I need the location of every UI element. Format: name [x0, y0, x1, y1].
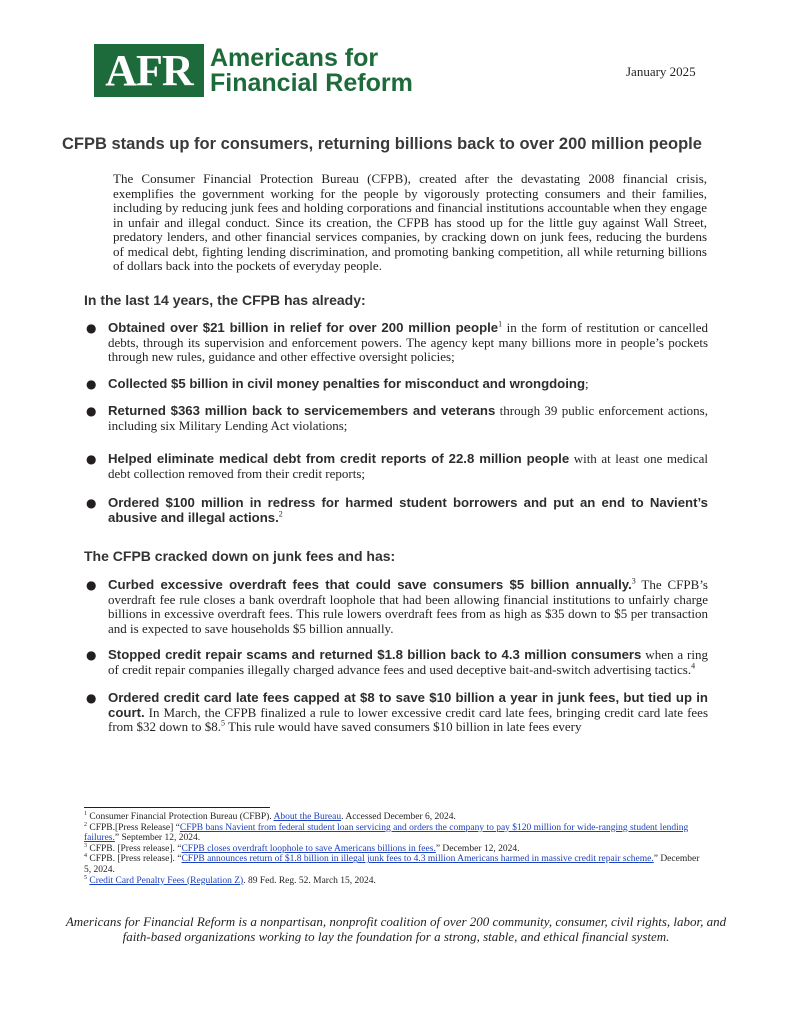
- section-heading-junk-fees: The CFPB cracked down on junk fees and has:: [84, 548, 396, 564]
- item-body-continued: This rule would have saved consumers $10 billion in late fees every: [225, 719, 582, 734]
- accomplishments-list: [84, 321, 708, 525]
- footnote-ref: 5: [221, 718, 226, 728]
- footnote-link[interactable]: CFPB announces return of $1.8 billion in illegal junk fees to 4.3 million Americans harmed in massive credit repair scheme.: [181, 854, 654, 865]
- item-headline: Helped eliminate medical debt from credit reports of 22.8 million people: [108, 451, 570, 466]
- document-date: January 2025: [626, 64, 696, 79]
- bullet-icon: ●: [86, 496, 97, 510]
- footnote-link[interactable]: CFPB bans Navient from federal student loan servicing and orders the company to pay $120 million for wide-ranging student lending failures.: [84, 822, 689, 844]
- item-headline: Curbed excessive overdraft fees that could save consumers $5 billion annually.: [108, 577, 632, 592]
- list-item: [84, 377, 708, 392]
- item-headline: Stopped credit repair scams and returned $1.8 billion back to 4.3 million consumers: [108, 647, 642, 662]
- footnote-text: . 89 Fed. Reg. 52. March 15, 2024.: [243, 875, 376, 886]
- footnotes-list: [84, 812, 708, 886]
- bullet-icon: ●: [86, 648, 97, 662]
- item-headline: Obtained over $21 billion in relief for over 200 million people: [108, 320, 499, 335]
- footnote-link[interactable]: CFPB closes overdraft loophole to save Americans billions in fees.: [181, 843, 436, 854]
- junk-fees-list: [84, 578, 708, 735]
- footnote: [84, 876, 708, 887]
- footnote-text: ” December 5, 2024.: [84, 854, 700, 875]
- footnote: [84, 812, 708, 823]
- footnote: [84, 823, 708, 844]
- footnote-text: . Accessed December 6, 2024.: [341, 812, 456, 822]
- footnote-ref: 2: [278, 509, 283, 519]
- list-item: [84, 452, 708, 481]
- footnote-text: CFPB. [Press release]. “: [89, 843, 182, 854]
- logo-wordmark: [210, 43, 413, 97]
- footnote-ref: 3: [631, 576, 636, 586]
- footnote-text: ” December 12, 2024.: [435, 843, 520, 854]
- footnote-number: 1: [84, 810, 87, 817]
- bullet-icon: ●: [86, 404, 97, 418]
- item-body: The CFPB’s overdraft fee rule closes a bank overdraft loophole that had been allowing financial institutions to unfairly charge billions in excessive overdraft fees. This rule lowers overdraft fees from as high as $35 down to $5 per transaction and is expected to save households $5 billion annually.: [108, 577, 708, 636]
- bullet-icon: ●: [86, 691, 97, 705]
- item-headline: Returned $363 million back to servicemembers and veterans: [108, 403, 496, 418]
- logo-line-1: Americans for: [210, 43, 379, 72]
- footnote-number: 5: [84, 874, 87, 881]
- bullet-icon: ●: [86, 452, 97, 466]
- intro-paragraph: The Consumer Financial Protection Bureau (CFPB), created after the devastating 2008 financial crisis, exemplifies the government working for the people by vigorously protecting consumers and their families, including by reducing junk fees and holding corporations and financial institutions accountable when they engage in unfair and illegal conduct. Since its creation, the CFPB has stood up for the little guy against Wall Street, predatory lenders, and other financial services companies, by cracking down on junk fees, reducing the burdens of medical debt, fighting lending discrimination, and promoting banking competition, all while returning billions of dollars back into the pockets of everyday people.: [113, 171, 707, 273]
- footnote-text: Consumer Financial Protection Bureau (CFBP).: [89, 812, 274, 822]
- item-body: ;: [585, 375, 589, 391]
- list-item: [84, 404, 708, 433]
- item-body: in the form of restitution or cancelled debts, through its supervision and enforcement powers. The agency kept many billions more in people’s pockets through new rules, guidance and other effective oversight policies;: [108, 320, 708, 364]
- item-headline: Ordered $100 million in redress for harmed student borrowers and put an end to Navient’s abusive and illegal actions.: [108, 495, 708, 525]
- logo-line-2: Financial Reform: [210, 68, 413, 97]
- bullet-icon: ●: [86, 321, 97, 335]
- footnote-link[interactable]: Credit Card Penalty Fees (Regulation Z): [89, 875, 244, 886]
- item-body: when a ring of credit repair companies illegally charged advance fees and used deceptive bait-and-switch advertising tactics.: [108, 647, 708, 677]
- item-body: through 39 public enforcement actions, including six Military Lending Act violations;: [108, 403, 708, 433]
- footnote-text: ” September 12, 2024.: [114, 833, 201, 844]
- list-item: [84, 321, 708, 365]
- item-body: with at least one medical debt collection removed from their credit reports;: [108, 451, 708, 481]
- footnote: [84, 844, 708, 855]
- organization-description-footer: Americans for Financial Reform is a nonpartisan, nonprofit coalition of over 200 community, consumer, civil rights, labor, and faith-based organizations working to lay the foundation for a strong, stable, and ethical financial system.: [65, 914, 727, 944]
- footnote-text: CFPB.[Press Release] “: [89, 822, 180, 833]
- bullet-icon: ●: [86, 376, 97, 391]
- footnote-link[interactable]: About the Bureau: [273, 812, 342, 822]
- list-item: [84, 648, 708, 677]
- footnote-number: 4: [84, 853, 87, 860]
- list-item: [84, 578, 708, 636]
- footnote-number: 2: [84, 821, 87, 828]
- list-item: [84, 691, 708, 735]
- footnote-ref: 4: [691, 661, 696, 671]
- footnote-ref: 1: [498, 319, 503, 329]
- logo-mark: AFR: [94, 44, 204, 97]
- footnote-number: 3: [84, 842, 87, 849]
- footnote-text: CFPB. [Press release]. “: [89, 854, 182, 865]
- list-item: [84, 496, 708, 525]
- page-title: CFPB stands up for consumers, returning billions back to over 200 million people: [62, 135, 702, 153]
- item-body: In March, the CFPB finalized a rule to lower excessive credit card late fees, bringing credit card late fees from $32 down to $8.: [108, 704, 708, 734]
- section-heading-accomplishments: In the last 14 years, the CFPB has already:: [84, 292, 366, 308]
- afr-logo: [94, 44, 413, 97]
- footnote: [84, 854, 708, 875]
- item-headline: Collected $5 billion in civil money penalties for misconduct and wrongdoing: [108, 375, 586, 391]
- item-headline: Ordered credit card late fees capped at $8 to save $10 billion a year in junk fees, but tied up in court.: [108, 690, 708, 720]
- footnote-divider: [84, 807, 270, 808]
- bullet-icon: ●: [86, 578, 97, 592]
